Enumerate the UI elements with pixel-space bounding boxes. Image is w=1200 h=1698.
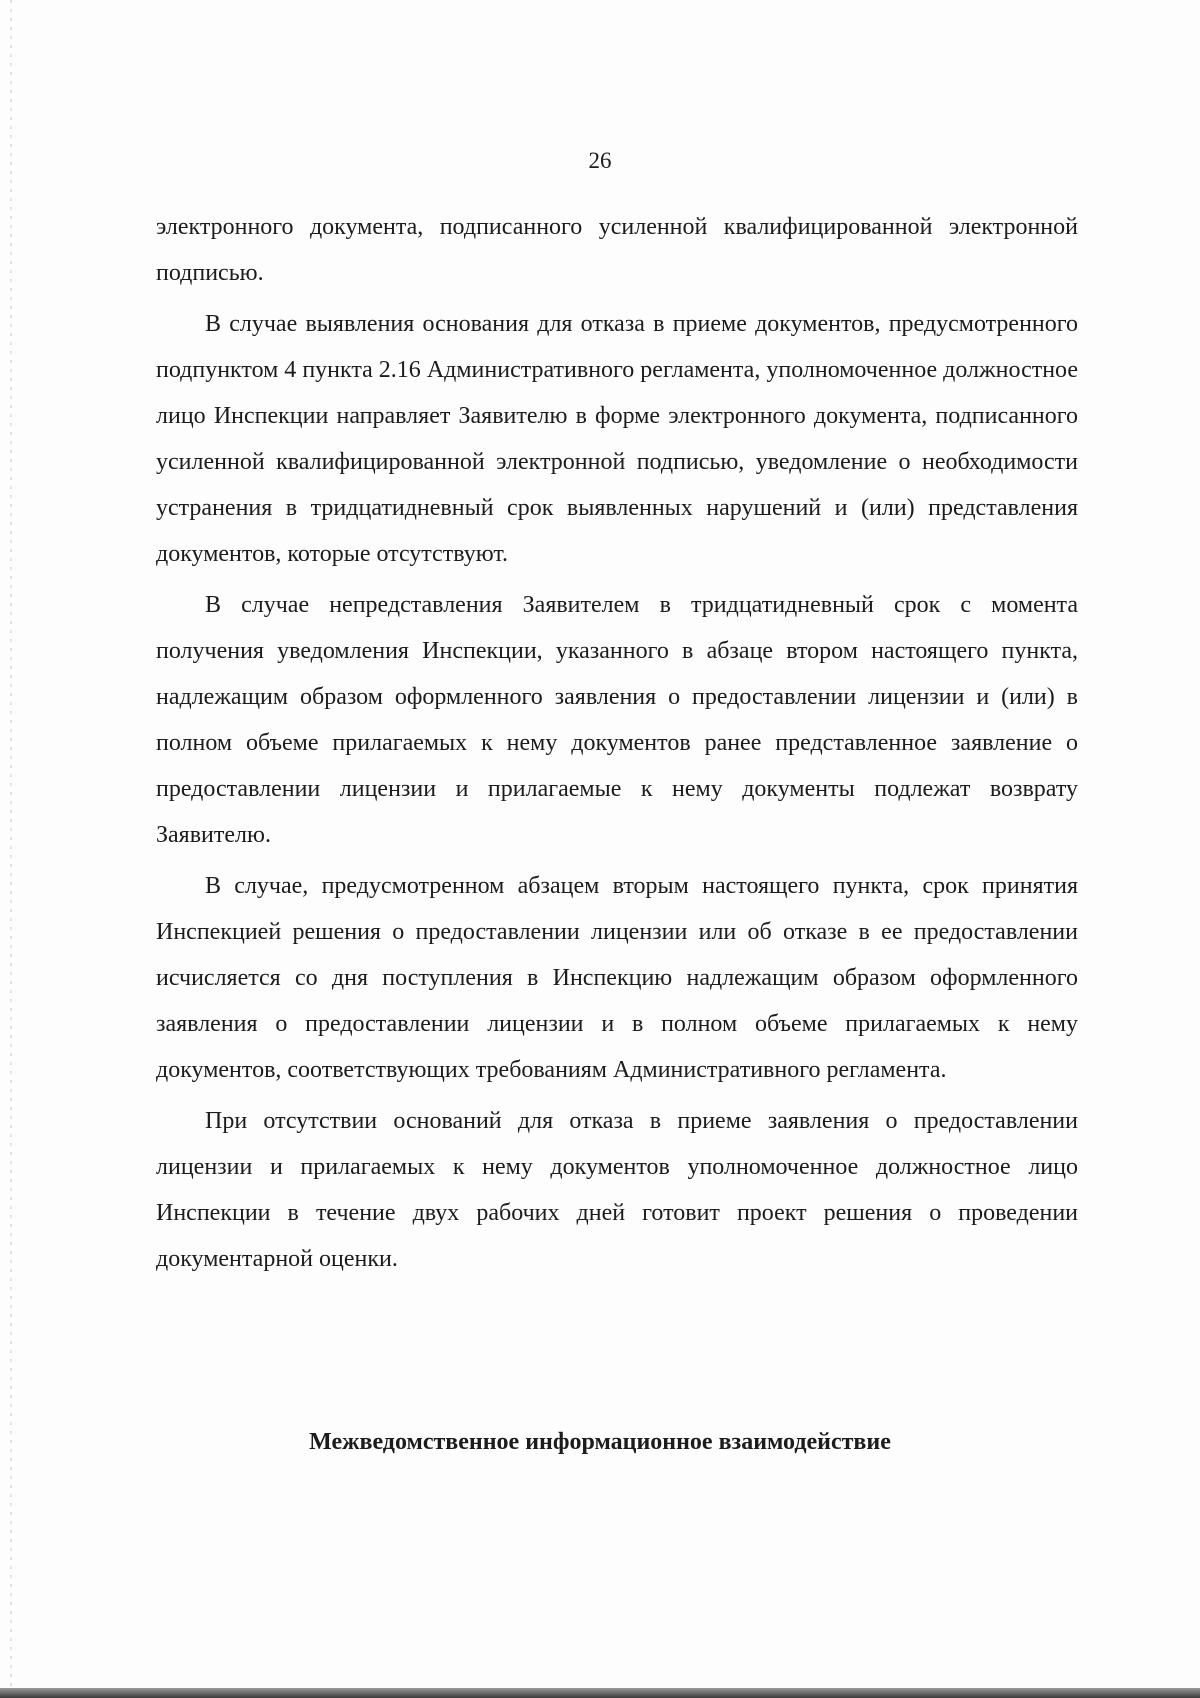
- section-heading: Межведомственное информационное взаимодействие: [309, 1429, 891, 1455]
- paragraph-continuation: электронного документа, подписанного усиленной квалифицированной электронной подписью.: [156, 214, 1078, 286]
- scan-bottom-border: [0, 1688, 1200, 1698]
- page-number: 26: [588, 148, 612, 173]
- document-body: [156, 204, 1078, 1282]
- paragraph-refusal-grounds: В случае выявления основания для отказа в приеме документов, предусмотренного подпунктом 4 пункта 2.16 Административного регламента, уполномоченное должностное лицо Инспекции направляет Заявителю в форме электронного документа, подписанного усиленной квалифицированной электронной подписью, уведомление о необходимости устранения в тридцатидневный срок выявленных нарушений и (или) представления документов, которые отсутствуют.: [156, 311, 1078, 567]
- paragraph-no-grounds: При отсутствии оснований для отказа в приеме заявления о предоставлении лицензии и прилагаемых к нему документов уполномоченное должностное лицо Инспекции в течение двух рабочих дней готовит проект решения о проведении документарной оценки.: [156, 1108, 1078, 1272]
- paragraph-non-submission: В случае непредставления Заявителем в тридцатидневный срок с момента получения уведомления Инспекции, указанного в абзаце втором настоящего пункта, надлежащим образом оформленного заявления о предоставлении лицензии и (или) в полном объеме прилагаемых к нему документов ранее представленное заявление о предоставлении лицензии и прилагаемые к нему документы подлежат возврату Заявителю.: [156, 592, 1078, 848]
- paragraph-decision-term: В случае, предусмотренном абзацем вторым настоящего пункта, срок принятия Инспекцией решения о предоставлении лицензии или об отказе в ее предоставлении исчисляется со дня поступления в Инспекцию надлежащим образом оформленного заявления о предоставлении лицензии и в полном объеме прилагаемых к нему документов, соответствующих требованиям Административного регламента.: [156, 873, 1078, 1083]
